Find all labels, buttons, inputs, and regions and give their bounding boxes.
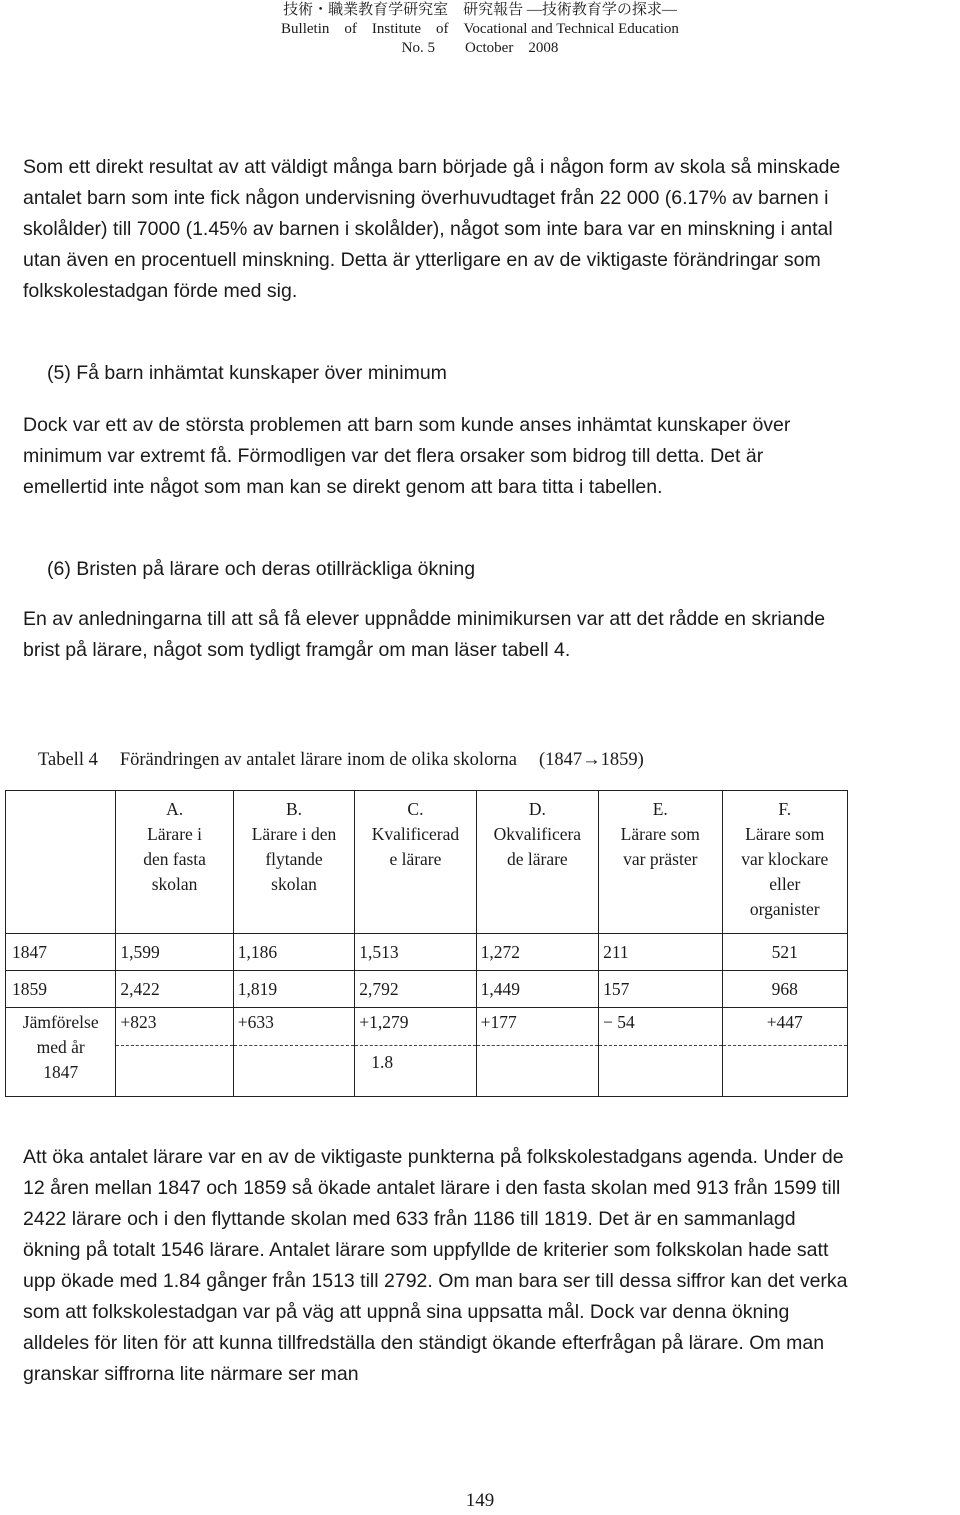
table-cell: 2,422 — [116, 971, 233, 1008]
page-number: 149 — [465, 1490, 495, 1511]
table-cell: − 54 — [599, 1008, 722, 1097]
paragraph-4: Att öka antalet lärare var en av de viktigaste punkterna på folkskolestadgans agenda. Under de 12 åren mellan 1847 och 1859 så ökade antalet lärare i den fasta skolan med 913 från 1599 till 2422 lärare och i den flyttande skolan med 633 från 1186 till 1819. Det är en sammanlagd ökning på totalt 1546 lärare. Antalet lärare som uppfyllde de kriterier som folkskolan hade satt upp ökade med 1.84 gånger från 1513 till 2792. Om man bara ser till dessa siffror kan det verka som att folkskolestadgan var på väg att uppnå sina uppsatta mål. Dock var denna ökning alldeles för liten för att kunna tillfredställa den ständigt ökande efterfrågan på lärare. Om man granskar siffrorna lite närmare ser man — [23, 1146, 848, 1385]
section-heading-6: (6) Bristen på lärare och deras otillräckliga ökning — [47, 558, 476, 580]
column-header-d: D. Okvalificera de lärare — [476, 791, 598, 934]
table-cell: 1,449 — [476, 971, 598, 1008]
column-header-c: C. Kvalificerad e lärare — [355, 791, 476, 934]
row-label: 1847 — [6, 934, 116, 971]
table-caption-text: Förändringen av antalet lärare inom de olika skolorna — [119, 750, 517, 770]
table-caption — [38, 750, 666, 771]
table-cell: 1,186 — [233, 934, 354, 971]
paragraph-1: Som ett direkt resultat av att väldigt många barn började gå i någon form av skola så minskade antalet barn som inte fick någon undervisning överhuvudtaget från 22 000 (6.17% av barnen i skolålder) till 7000 (1.45% av barnen i skolålder), något som inte bara var en minskning i antal utan även en procentuell minskning. Detta är ytterligare en av de viktigaste förändringar som folkskolestadgan förde med sig. — [23, 156, 841, 302]
row-label-comparison: Jämförelse med år 1847 — [6, 1008, 116, 1097]
table-cell: 1,513 — [355, 934, 476, 971]
table-cell: +633 — [233, 1008, 354, 1097]
table-cell: 211 — [599, 934, 722, 971]
table-row-1859 — [6, 971, 848, 1008]
table-caption-range: (1847→1859) — [538, 750, 644, 770]
ratio-value: 1.8 — [371, 1052, 394, 1072]
table-cell: 1,272 — [476, 934, 598, 971]
table-cell: +823 — [116, 1008, 233, 1097]
paragraph-3: En av anledningarna till att så få elever uppnådde minimikursen var att det rådde en skriande brist på lärare, något som tydligt framgår om man läser tabell 4. — [23, 608, 826, 661]
paragraph-2: Dock var ett av de största problemen att barn som kunde anses inhämtat kunskaper över minimum var extremt få. Förmodligen var det flera orsaker som bidrog till detta. Det är emellertid inte något som man kan se direkt genom att bara titta i tabellen. — [23, 414, 791, 498]
table-corner-cell — [6, 791, 116, 934]
table-row-1847 — [6, 934, 848, 971]
table-cell: 968 — [722, 971, 848, 1008]
table-caption-label: Tabell 4 — [38, 750, 98, 770]
table-row-comparison — [6, 1008, 848, 1097]
table-cell: 521 — [722, 934, 848, 971]
column-header-a: A. Lärare i den fasta skolan — [116, 791, 233, 934]
table-cell: 2,792 — [355, 971, 476, 1008]
header-line-3: No. 5 October 2008 — [401, 40, 559, 56]
row-label: 1859 — [6, 971, 116, 1008]
column-header-f: F. Lärare som var klockare eller organister — [722, 791, 848, 934]
teacher-table — [5, 790, 848, 1097]
column-header-e: E. Lärare som var präster — [599, 791, 722, 934]
table-cell: 1,599 — [116, 934, 233, 971]
column-header-b: B. Lärare i den flytande skolan — [233, 791, 354, 934]
table-cell: 1,819 — [233, 971, 354, 1008]
table-cell: +1,279 1.8 — [355, 1008, 476, 1097]
table-header-row — [6, 791, 848, 934]
section-heading-5: (5) Få barn inhämtat kunskaper över minimum — [47, 362, 447, 384]
header-line-2: Bulletin of Institute of Vocational and Technical Education — [281, 21, 679, 37]
table-cell: +177 — [476, 1008, 598, 1097]
header-line-1: 技術・職業教育学研究室 研究報告 ―技術教育学の探求― — [283, 2, 677, 18]
table-cell: +447 — [722, 1008, 848, 1097]
table-cell: 157 — [599, 971, 722, 1008]
